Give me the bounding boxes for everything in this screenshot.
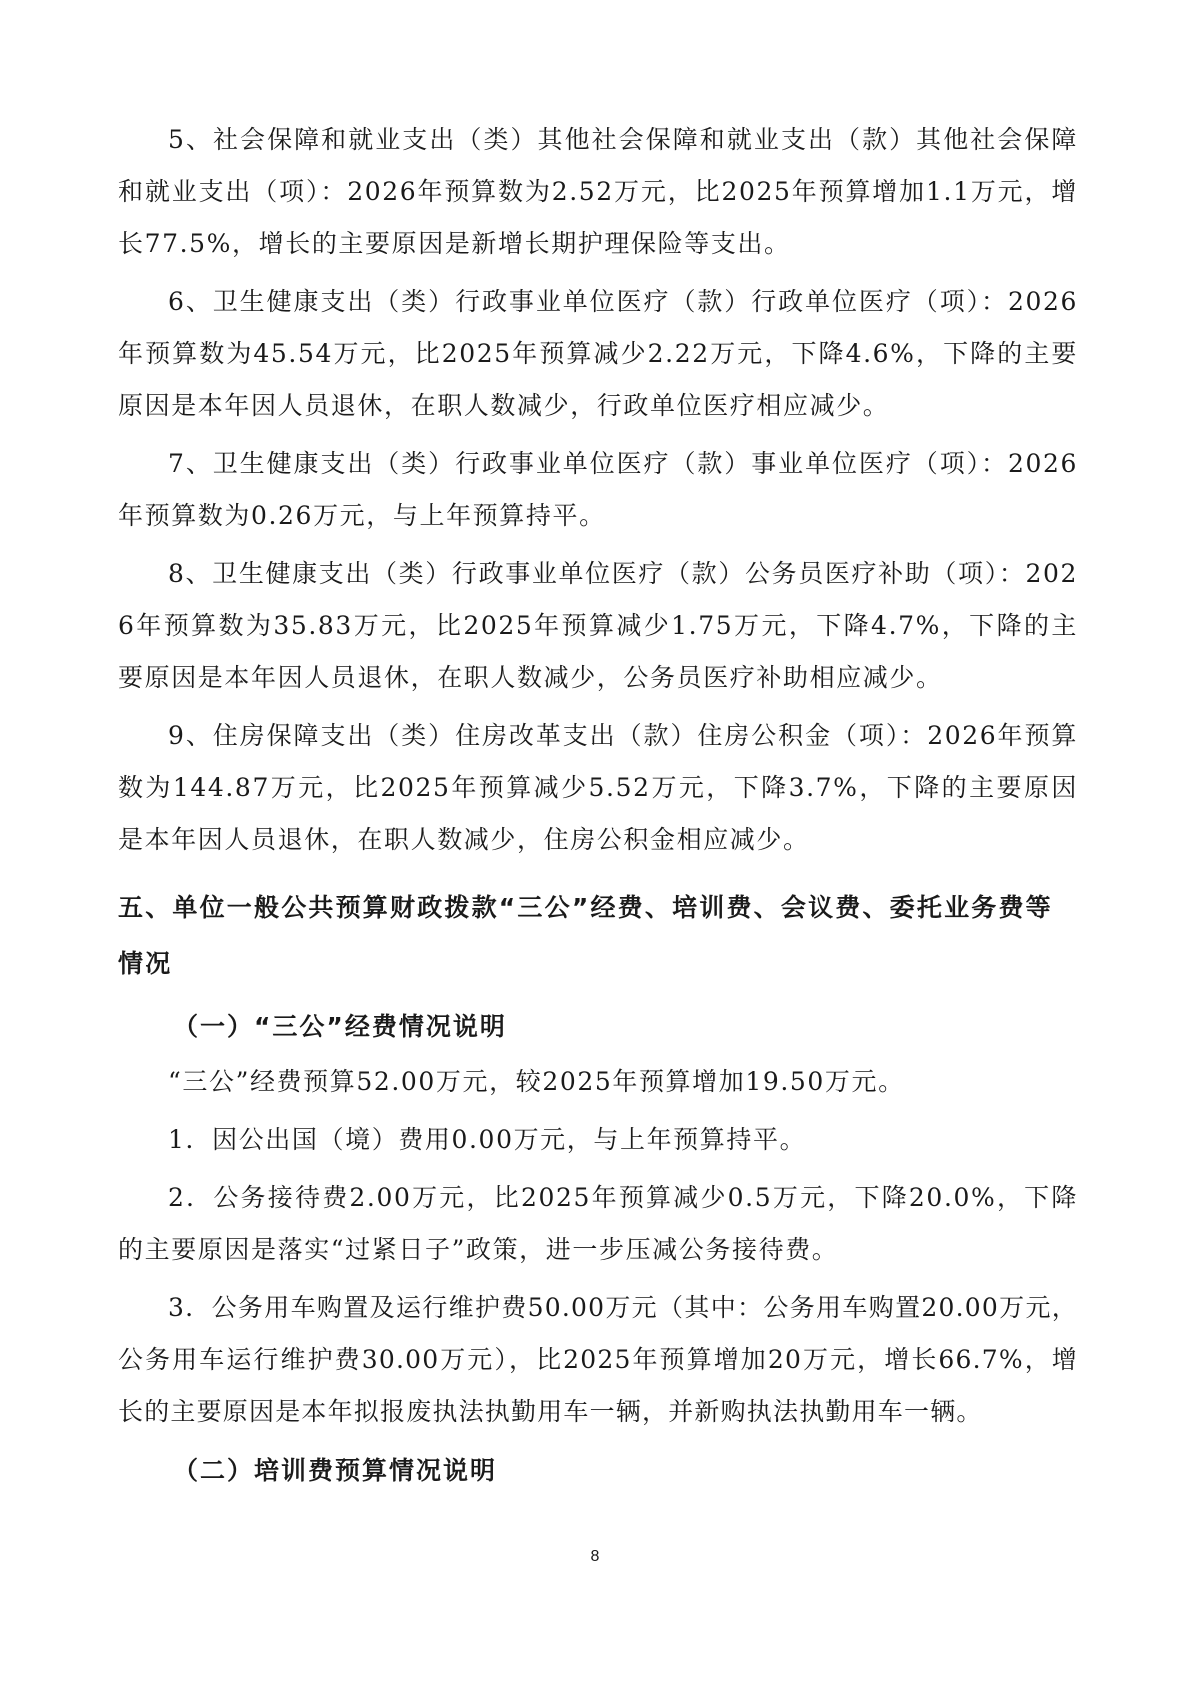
paragraph-item-8: 8、卫生健康支出（类）行政事业单位医疗（款）公务员医疗补助（项）：2026年预算数为35.83万元，比2025年预算减少1.75万元，下降4.7%，下降的主要原因是本年因人员退休，在职人数减少，公务员医疗补助相应减少。 xyxy=(118,559,1078,692)
page-number: 8 xyxy=(590,1548,600,1565)
paragraph-official-reception: 2．公务接待费2.00万元，比2025年预算减少0.5万元，下降20.0%，下降的主要原因是落实“过紧日子”政策，进一步压减公务接待费。 xyxy=(118,1183,1078,1264)
paragraph-item-7: 7、卫生健康支出（类）行政事业单位医疗（款）事业单位医疗（项）：2026年预算数为0.26万元，与上年预算持平。 xyxy=(118,449,1078,530)
section-heading: 五、单位一般公共预算财政拨款“三公”经费、培训费、会议费、委托业务费等情况 xyxy=(118,893,1053,978)
paragraph-three-public-total: “三公”经费预算52.00万元，较2025年预算增加19.50万元。 xyxy=(168,1067,905,1096)
paragraph-item-9: 9、住房保障支出（类）住房改革支出（款）住房公积金（项）：2026年预算数为144.87万元，比2025年预算减少5.52万元，下降3.7%，下降的主要原因是本年因人员退休，在职人数减少，住房公积金相应减少。 xyxy=(118,721,1078,854)
subsection-heading-training: （二）培训费预算情况说明 xyxy=(173,1456,498,1485)
paragraph-overseas-travel: 1．因公出国（境）费用0.00万元，与上年预算持平。 xyxy=(168,1125,807,1154)
body-text xyxy=(118,114,1078,1500)
paragraph-official-vehicles: 3．公务用车购置及运行维护费50.00万元（其中：公务用车购置20.00万元，公务用车运行维护费30.00万元），比2025年预算增加20万元，增长66.7%，增长的主要原因是本年拟报废执法执勤用车一辆，并新购执法执勤用车一辆。 xyxy=(118,1293,1078,1426)
paragraph-item-5: 5、社会保障和就业支出（类）其他社会保障和就业支出（款）其他社会保障和就业支出（项）：2026年预算数为2.52万元，比2025年预算增加1.1万元，增长77.5%，增长的主要原因是新增长期护理保险等支出。 xyxy=(118,125,1078,258)
subsection-heading-three-public: （一）“三公”经费情况说明 xyxy=(173,1012,507,1041)
paragraph-item-6: 6、卫生健康支出（类）行政事业单位医疗（款）行政单位医疗（项）：2026年预算数为45.54万元，比2025年预算减少2.22万元，下降4.6%，下降的主要原因是本年因人员退休，在职人数减少，行政单位医疗相应减少。 xyxy=(118,287,1078,420)
